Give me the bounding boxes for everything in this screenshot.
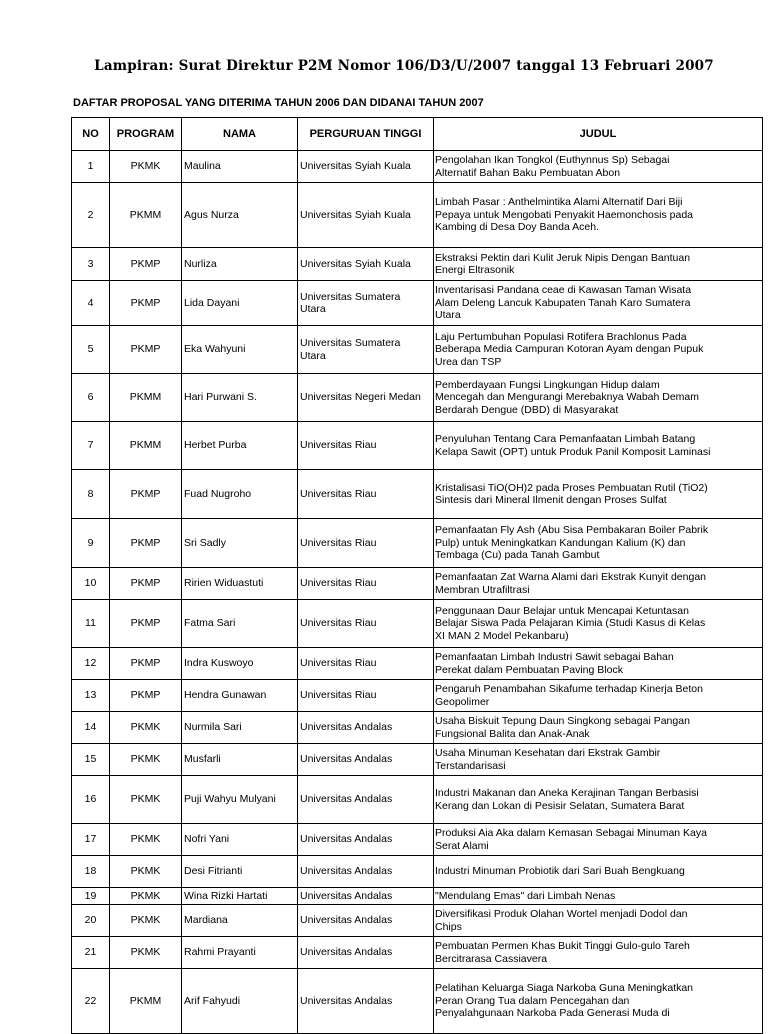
row-nama: Hari Purwani S.	[182, 374, 298, 422]
row-program: PKMK	[110, 937, 182, 969]
row-nama: Wina Rizki Hartati	[182, 888, 298, 905]
row-number: 19	[72, 888, 110, 905]
row-perguruan-tinggi: Universitas Andalas	[298, 969, 434, 1034]
row-program: PKMK	[110, 712, 182, 744]
row-number: 12	[72, 648, 110, 680]
row-number: 20	[72, 905, 110, 937]
table-row	[72, 422, 763, 470]
row-nama: Fuad Nugroho	[182, 470, 298, 519]
table-row	[72, 680, 763, 712]
row-judul: Pemberdayaan Fungsi Lingkungan Hidup dalam Mencegah dan Mengurangi Merebaknya Wabah Demam Berdarah Dengue (DBD) di Masyarakat	[434, 374, 763, 422]
row-program: PKMP	[110, 326, 182, 374]
row-judul: Industri Minuman Probiotik dari Sari Buah Bengkuang	[434, 856, 763, 888]
row-perguruan-tinggi: Universitas Sumatera Utara	[298, 281, 434, 326]
row-number: 10	[72, 568, 110, 600]
row-program: PKMP	[110, 648, 182, 680]
row-judul: Usaha Minuman Kesehatan dari Ekstrak Gambir Terstandarisasi	[434, 744, 763, 776]
table-row	[72, 776, 763, 824]
row-program: PKMK	[110, 888, 182, 905]
row-judul: Laju Pertumbuhan Populasi Rotifera Brachlonus Pada Beberapa Media Campuran Kotoran Ayam dengan Pupuk Urea dan TSP	[434, 326, 763, 374]
table-row	[72, 937, 763, 969]
row-perguruan-tinggi: Universitas Riau	[298, 600, 434, 648]
row-perguruan-tinggi: Universitas Riau	[298, 470, 434, 519]
row-perguruan-tinggi: Universitas Sumatera Utara	[298, 326, 434, 374]
row-nama: Indra Kuswoyo	[182, 648, 298, 680]
row-perguruan-tinggi: Universitas Andalas	[298, 712, 434, 744]
row-number: 6	[72, 374, 110, 422]
row-nama: Nurmila Sari	[182, 712, 298, 744]
proposal-table	[71, 117, 763, 1034]
row-nama: Rahmi Prayanti	[182, 937, 298, 969]
row-nama: Mardiana	[182, 905, 298, 937]
row-nama: Eka Wahyuni	[182, 326, 298, 374]
table-row	[72, 905, 763, 937]
row-judul: Pengaruh Penambahan Sikafume terhadap Kinerja Beton Geopolimer	[434, 680, 763, 712]
column-header-program: PROGRAM	[110, 118, 182, 151]
row-program: PKMP	[110, 680, 182, 712]
row-program: PKMK	[110, 856, 182, 888]
row-perguruan-tinggi: Universitas Andalas	[298, 905, 434, 937]
row-program: PKMK	[110, 776, 182, 824]
row-judul: Pelatihan Keluarga Siaga Narkoba Guna Meningkatkan Peran Orang Tua dalam Pencegahan dan Penyalahgunaan Narkoba Pada Generasi Muda di	[434, 969, 763, 1034]
row-judul: Ekstraksi Pektin dari Kulit Jeruk Nipis Dengan Bantuan Energi Eltrasonik	[434, 248, 763, 281]
table-row	[72, 183, 763, 248]
table-row	[72, 856, 763, 888]
table-row	[72, 248, 763, 281]
row-number: 2	[72, 183, 110, 248]
row-perguruan-tinggi: Universitas Negeri Medan	[298, 374, 434, 422]
row-perguruan-tinggi: Universitas Syiah Kuala	[298, 151, 434, 183]
list-heading: DAFTAR PROPOSAL YANG DITERIMA TAHUN 2006 DAN DIDANAI TAHUN 2007	[73, 97, 484, 109]
row-number: 5	[72, 326, 110, 374]
row-nama: Arif Fahyudi	[182, 969, 298, 1034]
row-perguruan-tinggi: Universitas Riau	[298, 422, 434, 470]
table-row	[72, 824, 763, 856]
row-nama: Nofri Yani	[182, 824, 298, 856]
row-nama: Musfarli	[182, 744, 298, 776]
table-row	[72, 744, 763, 776]
table-row	[72, 600, 763, 648]
row-judul: Kristalisasi TiO(OH)2 pada Proses Pembuatan Rutil (TiO2) Sintesis dari Mineral Ilmenit dengan Proses Sulfat	[434, 470, 763, 519]
row-perguruan-tinggi: Universitas Riau	[298, 568, 434, 600]
row-judul: Diversifikasi Produk Olahan Wortel menjadi Dodol dan Chips	[434, 905, 763, 937]
row-number: 11	[72, 600, 110, 648]
column-header-no: NO	[72, 118, 110, 151]
column-header-judul: JUDUL	[434, 118, 763, 151]
row-number: 13	[72, 680, 110, 712]
row-perguruan-tinggi: Universitas Andalas	[298, 888, 434, 905]
letter-title: Lampiran: Surat Direktur P2M Nomor 106/D3/U/2007 tanggal 13 Februari 2007	[94, 58, 714, 74]
row-perguruan-tinggi: Universitas Riau	[298, 648, 434, 680]
row-perguruan-tinggi: Universitas Andalas	[298, 824, 434, 856]
row-program: PKMP	[110, 470, 182, 519]
row-nama: Lida Dayani	[182, 281, 298, 326]
row-perguruan-tinggi: Universitas Andalas	[298, 776, 434, 824]
row-judul: Pembuatan Permen Khas Bukit Tinggi Gulo-gulo Tareh Bercitrarasa Cassiavera	[434, 937, 763, 969]
row-judul: Usaha Biskuit Tepung Daun Singkong sebagai Pangan Fungsional Balita dan Anak-Anak	[434, 712, 763, 744]
row-judul: Penggunaan Daur Belajar untuk Mencapai Ketuntasan Belajar Siswa Pada Pelajaran Kimia (Studi Kasus di Kelas XI MAN 2 Model Pekanbaru)	[434, 600, 763, 648]
table-header-row	[72, 118, 763, 151]
row-number: 15	[72, 744, 110, 776]
table-row	[72, 888, 763, 905]
row-program: PKMM	[110, 422, 182, 470]
column-header-nama: NAMA	[182, 118, 298, 151]
row-number: 8	[72, 470, 110, 519]
row-judul: Pemanfaatan Fly Ash (Abu Sisa Pembakaran Boiler Pabrik Pulp) untuk Meningkatkan Kandungan Kalium (K) dan Tembaga (Cu) pada Tanah Gambut	[434, 519, 763, 568]
row-perguruan-tinggi: Universitas Andalas	[298, 856, 434, 888]
row-perguruan-tinggi: Universitas Riau	[298, 680, 434, 712]
row-judul: Pemanfaatan Zat Warna Alami dari Ekstrak Kunyit dengan Membran Utrafiltrasi	[434, 568, 763, 600]
row-perguruan-tinggi: Universitas Andalas	[298, 744, 434, 776]
row-judul: Pengolahan Ikan Tongkol (Euthynnus Sp) Sebagai Alternatif Bahan Baku Pembuatan Abon	[434, 151, 763, 183]
row-program: PKMM	[110, 969, 182, 1034]
row-program: PKMM	[110, 374, 182, 422]
row-nama: Agus Nurza	[182, 183, 298, 248]
row-judul: Inventarisasi Pandana ceae di Kawasan Taman Wisata Alam Deleng Lancuk Kabupaten Tanah Karo Sumatera Utara	[434, 281, 763, 326]
row-nama: Nurliza	[182, 248, 298, 281]
row-number: 1	[72, 151, 110, 183]
row-judul: "Mendulang Emas" dari Limbah Nenas	[434, 888, 763, 905]
row-nama: Desi Fitrianti	[182, 856, 298, 888]
row-number: 21	[72, 937, 110, 969]
row-number: 14	[72, 712, 110, 744]
row-program: PKMK	[110, 824, 182, 856]
row-perguruan-tinggi: Universitas Syiah Kuala	[298, 248, 434, 281]
table-row	[72, 151, 763, 183]
row-nama: Fatma Sari	[182, 600, 298, 648]
row-program: PKMK	[110, 905, 182, 937]
table-row	[72, 648, 763, 680]
row-program: PKMP	[110, 568, 182, 600]
row-nama: Herbet Purba	[182, 422, 298, 470]
row-nama: Maulina	[182, 151, 298, 183]
row-nama: Sri Sadly	[182, 519, 298, 568]
row-number: 4	[72, 281, 110, 326]
row-judul: Limbah Pasar : Anthelmintika Alami Alternatif Dari Biji Pepaya untuk Mengobati Penyakit Haemonchosis pada Kambing di Desa Doy Banda Aceh.	[434, 183, 763, 248]
row-program: PKMP	[110, 519, 182, 568]
row-number: 18	[72, 856, 110, 888]
table-row	[72, 281, 763, 326]
row-perguruan-tinggi: Universitas Syiah Kuala	[298, 183, 434, 248]
table-row	[72, 712, 763, 744]
row-program: PKMP	[110, 281, 182, 326]
row-perguruan-tinggi: Universitas Riau	[298, 519, 434, 568]
row-program: PKMM	[110, 183, 182, 248]
table-row	[72, 326, 763, 374]
row-judul: Produksi Aia Aka dalam Kemasan Sebagai Minuman Kaya Serat Alami	[434, 824, 763, 856]
row-program: PKMK	[110, 151, 182, 183]
row-number: 7	[72, 422, 110, 470]
row-judul: Penyuluhan Tentang Cara Pemanfaatan Limbah Batang Kelapa Sawit (OPT) untuk Produk Panil Komposit Laminasi	[434, 422, 763, 470]
table-row	[72, 374, 763, 422]
table-row	[72, 568, 763, 600]
row-number: 16	[72, 776, 110, 824]
row-number: 22	[72, 969, 110, 1034]
row-number: 17	[72, 824, 110, 856]
row-perguruan-tinggi: Universitas Andalas	[298, 937, 434, 969]
row-judul: Pemanfaatan Limbah Industri Sawit sebagai Bahan Perekat dalam Pembuatan Paving Block	[434, 648, 763, 680]
row-number: 9	[72, 519, 110, 568]
row-nama: Hendra Gunawan	[182, 680, 298, 712]
row-judul: Industri Makanan dan Aneka Kerajinan Tangan Berbasisi Kerang dan Lokan di Pesisir Selatan, Sumatera Barat	[434, 776, 763, 824]
table-row	[72, 470, 763, 519]
row-nama: Puji Wahyu Mulyani	[182, 776, 298, 824]
table-row	[72, 519, 763, 568]
row-program: PKMK	[110, 744, 182, 776]
row-program: PKMP	[110, 600, 182, 648]
row-nama: Ririen Widuastuti	[182, 568, 298, 600]
row-program: PKMP	[110, 248, 182, 281]
column-header-perguruan-tinggi: PERGURUAN TINGGI	[298, 118, 434, 151]
row-number: 3	[72, 248, 110, 281]
